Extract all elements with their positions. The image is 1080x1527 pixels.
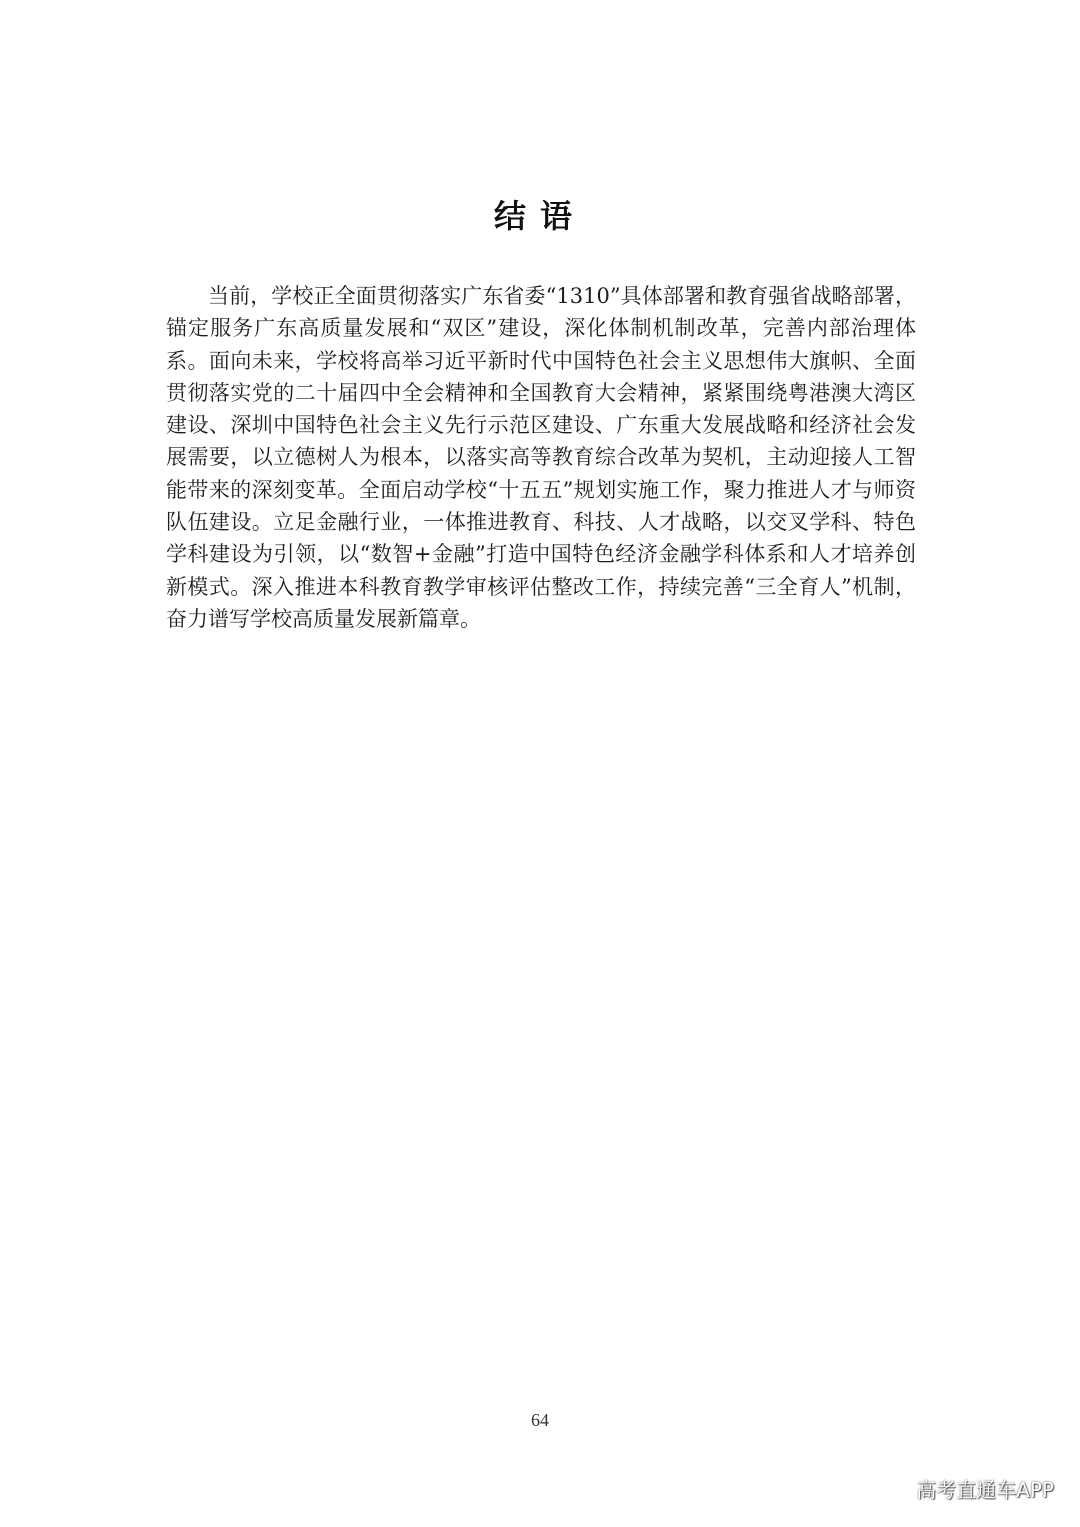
page-number: 64	[531, 1410, 549, 1430]
watermark: 高考直通车APP	[916, 1478, 1054, 1502]
body-paragraph: 当前，学校正全面贯彻落实广东省委“1310”具体部署和教育强省战略部署，锚定服务广东高质量发展和“双区”建设，深化体制机制改革，完善内部治理体系。面向未来，学校将高举习近平新时代中国特色社会主义思想伟大旗帜、全面贯彻落实党的二十届四中全会精神和全国教育大会精神，紧紧围绕粤港澳大湾区建设、深圳中国特色社会主义先行示范区建设、广东重大发展战略和经济社会发展需要，以立德树人为根本，以落实高等教育综合改革为契机，主动迎接人工智能带来的深刻变革。全面启动学校“十五五”规划实施工作，聚力推进人才与师资队伍建设。立足金融行业，一体推进教育、科技、人才战略，以交叉学科、特色学科建设为引领，以“数智+金融”打造中国特色经济金融学科体系和人才培养创新模式。深入推进本科教育教学审核评估整改工作，持续完善“三全育人”机制，奋力谱写学校高质量发展新篇章。	[166, 284, 916, 631]
page-title: 结语	[493, 197, 586, 235]
